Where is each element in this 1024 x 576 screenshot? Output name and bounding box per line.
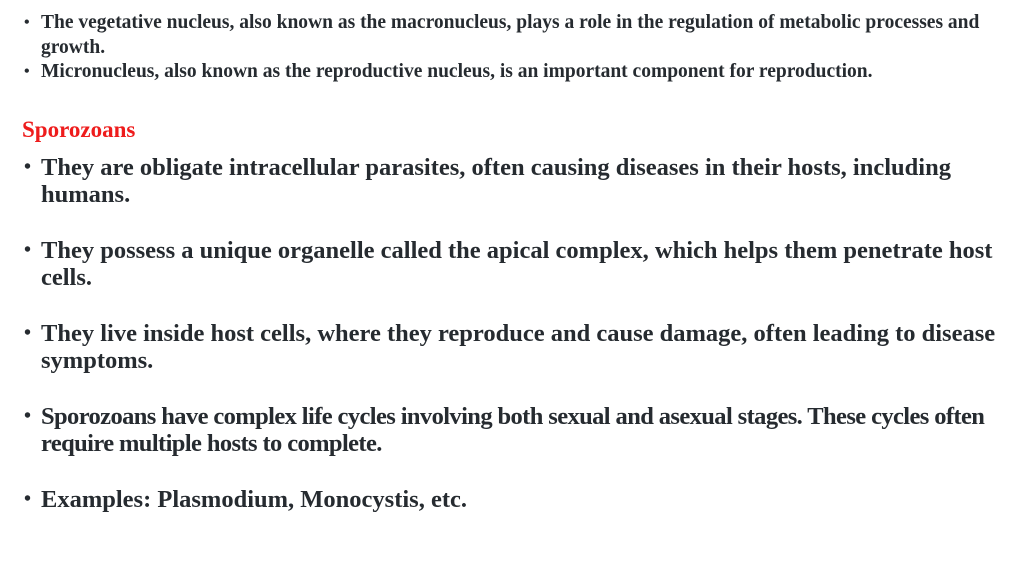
bullet-item <box>22 11 1002 60</box>
bullet-text: They live inside host cells, where they reproduce and cause damage, often leading to disease symptoms. <box>41 320 996 374</box>
bullet-text: The vegetative nucleus, also known as the macronucleus, plays a role in the regulation of metabolic processes and growth. <box>41 12 980 58</box>
bullet-icon: • <box>24 322 32 344</box>
bullet-item <box>22 237 1012 291</box>
nucleus-bullet-list <box>22 11 1002 85</box>
bullet-item <box>22 403 1012 457</box>
bullet-icon: • <box>24 156 32 178</box>
bullet-item <box>22 320 1012 374</box>
bullet-item <box>22 154 1012 208</box>
bullet-item <box>22 60 1002 85</box>
bullet-icon: • <box>24 14 30 31</box>
bullet-icon: • <box>24 63 30 80</box>
sporozoans-bullet-list <box>22 154 1012 542</box>
bullet-icon: • <box>24 239 32 261</box>
bullet-text: They possess a unique organelle called the apical complex, which helps them penetrate host cells. <box>41 237 993 291</box>
bullet-item <box>22 486 1012 513</box>
bullet-icon: • <box>24 488 32 510</box>
bullet-text: They are obligate intracellular parasites, often causing diseases in their hosts, including humans. <box>41 154 951 208</box>
bullet-text: Sporozoans have complex life cycles involving both sexual and asexual stages. These cycles often require multiple hosts to complete. <box>41 403 985 457</box>
section-heading: Sporozoans <box>22 117 136 142</box>
bullet-text: Examples: Plasmodium, Monocystis, etc. <box>41 486 467 513</box>
bullet-icon: • <box>24 405 31 427</box>
bullet-text: Micronucleus, also known as the reproductive nucleus, is an important component for reproduction. <box>41 61 873 82</box>
